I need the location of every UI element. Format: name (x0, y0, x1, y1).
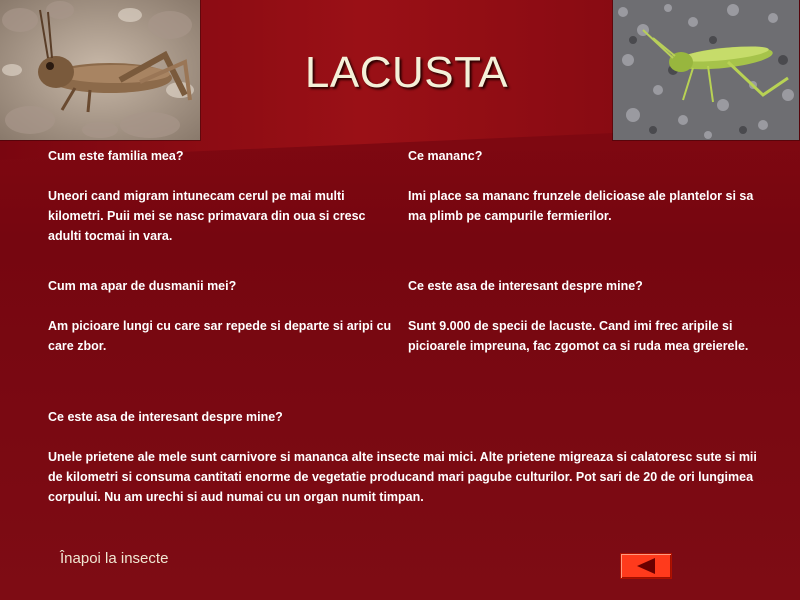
grasshopper-brown-photo (0, 0, 200, 140)
section-question: Ce este asa de interesant despre mine? (48, 410, 283, 424)
back-to-insects-link[interactable]: Înapoi la insecte (60, 550, 169, 567)
section-interesting-more (48, 407, 760, 507)
section-question: Ce mananc? (408, 149, 483, 163)
section-answer: Unele prietene ale mele sunt carnivore si mananca alte insecte mai mici. Alte prietene migreaza si calatoresc sute si mii de kilometri si consuma cantitati enorme de vegetatie producand mari pagube culturilor. Pot sari de 20 de ori lungimea corpului. Nu am urechi si aud numai cu un organ numit timpan. (48, 450, 757, 504)
slide-title: LACUSTA (304, 48, 509, 97)
section-answer: Imi place sa mananc frunzele delicioase ale plantelor si sa ma plimb pe campurile fermierilor. (408, 189, 754, 223)
section-question: Cum este familia mea? (48, 149, 184, 163)
grasshopper-green-photo (613, 0, 799, 140)
section-food (408, 146, 768, 226)
section-question: Ce este asa de interesant despre mine? (408, 279, 643, 293)
section-question: Cum ma apar de dusmanii mei? (48, 279, 237, 293)
section-interesting (408, 276, 768, 356)
section-answer: Sunt 9.000 de specii de lacuste. Cand imi frec aripile si picioarele impreuna, fac zgomot ca si ruda mea greierele. (408, 319, 749, 353)
section-answer: Am picioare lungi cu care sar repede si departe si aripi cu care zbor. (48, 319, 392, 353)
previous-slide-button[interactable] (620, 553, 672, 579)
section-defense (48, 276, 393, 356)
section-answer: Uneori cand migram intunecam cerul pe mai multi kilometri. Puii mei se nasc primavara din oua si cresc adulti tocmai in vara. (48, 189, 366, 243)
left-arrow-icon (637, 558, 655, 574)
section-family (48, 146, 388, 246)
